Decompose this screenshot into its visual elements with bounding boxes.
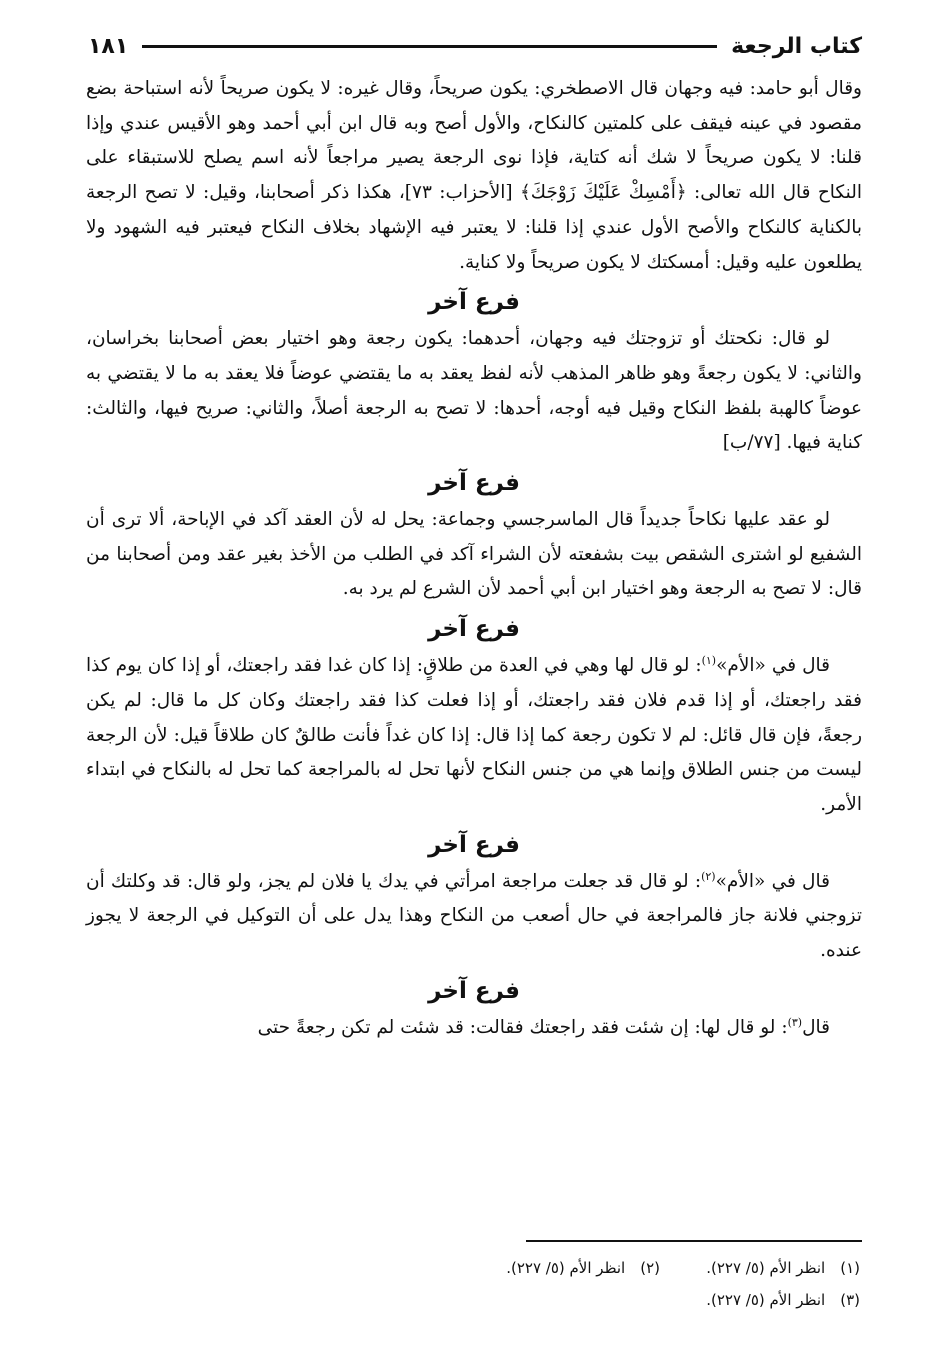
paragraph: وقال أبو حامد: فيه وجهان قال الاصطخري: يكون صريحاً، وقال غيره: لا يكون صريحاً لأنه استباحة بضع مقصود في عينه فيقف على كلمتين كالنكاح، والأول أصح وبه قال ابن أبي أحمد وهو الأقيس عندي وإذا قلنا: لا يكون صريحاً لا شك أنه كتاية، فإذا نوى الرجعة يصير مراجعاً لأنه اسم يصلح للاستبقاء على النكاح قال الله تعالى: ﴿أَمْسِكْ عَلَيْكَ زَوْجَكَ﴾ [الأحزاب: ٧٣]، هكذا ذكر أصحابنا، وقيل: لا تصح الرجعة بالكناية كالنكاح والأصح الأول عندي إذا قلنا: لا يعتبر فيه الإشهاد بخلاف النكاح فيعتبر فيه الشهود ولا يطلعون عليه وقيل: أمسكتك لا يكون صريحاً ولا كناية. xyxy=(86,78,862,273)
paragraph-text: : لو قال لها: إن شئت فقد راجعتك فقالت: قد شئت لم تكن رجعةً حتى xyxy=(257,1016,788,1038)
section-heading: فرع آخر xyxy=(428,831,520,858)
paragraph xyxy=(86,649,862,823)
footnote-1 xyxy=(660,1252,860,1284)
footnote-text: انظر الأم (٥/ ٢٢٧). xyxy=(706,1291,826,1309)
footnote-number: (٢) xyxy=(640,1259,660,1277)
footnote-number: (٣) xyxy=(840,1291,860,1309)
paragraph-text: : لو قال قد جعلت مراجعة امرأتي في يدك يا فلان لم يجز، ولو قال: قد وكلتك أن تزوجني فلانة جاز فالمراجعة في حال أصعب من النكاح وهذا يدل على أن التوكيل في الرجعة لا يجوز عنده. xyxy=(86,870,862,962)
paragraph-text: قال xyxy=(802,1016,830,1038)
paragraph: لو قال: نكحتك أو تزوجتك فيه وجهان، أحدهما: يكون رجعة وهو اختيار بعض أصحابنا بخراسان، والثاني: لا يكون رجعةً وهو ظاهر المذهب لأنه لفظ يعقد به ما يقتضي عوضاً فلا يعقد به ما لا يقتضي به عوضاً كالهبة بلفظ النكاح وقيل فيه أوجه، أحدها: لا تصح به الرجعة أصلاً، والثاني: صريح فيها، والثالث: كناية فيها. [٧٧/ب] xyxy=(86,328,862,454)
footnote-row xyxy=(86,1284,860,1316)
footnote-3 xyxy=(660,1284,860,1316)
header-rule xyxy=(142,45,717,48)
footnote-number: (١) xyxy=(840,1259,860,1277)
paragraph: لو عقد عليها نكاحاً جديداً قال الماسرجسي وجماعة: يحل له لأن العقد آكد في الإباحة، ألا ترى أن الشفيع لو اشترى الشقص بيت بشفعته لأن الشراء آكد في الطلب من الأخذ بغير عقد ومن أصحابنا من قال: لا تصح به الرجعة وهو اختيار ابن أبي أحمد لأن الشرع لم يرد به. xyxy=(86,509,862,600)
footnotes xyxy=(86,1252,860,1316)
running-header xyxy=(88,26,862,66)
footnote-ref[interactable]: (٣) xyxy=(787,1015,803,1029)
paragraph-text: : لو قال لها وهي في العدة من طلاقٍ: إذا كان غدا فقد راجعتك، أو إذا كان يوم كذا فقد راجعتك، أو إذا قدم فلان فقد راجعتك، أو إذا فعلت كذا فقد راجعتك وكان كل ما قال: لم يكن رجعةً، فإن قال قائل: لم لا تكون رجعة كما إذا قال: إذا كان غداً فأنت طالقٌ كان طلاقاً قيل: لأن الرجعة ليست من جنس الطلاق وإنما هي من جنس النكاح لأنها تحل له بالمراجعة كما تحل له بالنكاح في ابتداء الأمر. xyxy=(86,655,862,815)
footnote-2 xyxy=(460,1252,660,1284)
paragraph xyxy=(86,865,862,969)
section-heading: فرع آخر xyxy=(428,470,520,497)
section-heading: فرع آخر xyxy=(428,977,520,1004)
paragraph-text: قال في «الأم» xyxy=(715,870,830,892)
footnote-text: انظر الأم (٥/ ٢٢٧). xyxy=(706,1259,826,1277)
section-heading: فرع آخر xyxy=(428,289,520,316)
footnote-text: انظر الأم (٥/ ٢٢٧). xyxy=(506,1259,626,1277)
footnote-ref[interactable]: (٢) xyxy=(701,869,716,883)
footnote-ref[interactable]: (١) xyxy=(701,653,717,667)
main-text xyxy=(86,72,862,1045)
paragraph xyxy=(86,1011,862,1046)
section-heading: فرع آخر xyxy=(428,616,520,643)
running-title: كتاب الرجعة xyxy=(731,33,862,59)
paragraph-text: قال في «الأم» xyxy=(716,655,830,677)
footnote-separator xyxy=(526,1240,862,1242)
footnote-row xyxy=(86,1252,860,1284)
page-number: ١٨١ xyxy=(88,33,129,59)
